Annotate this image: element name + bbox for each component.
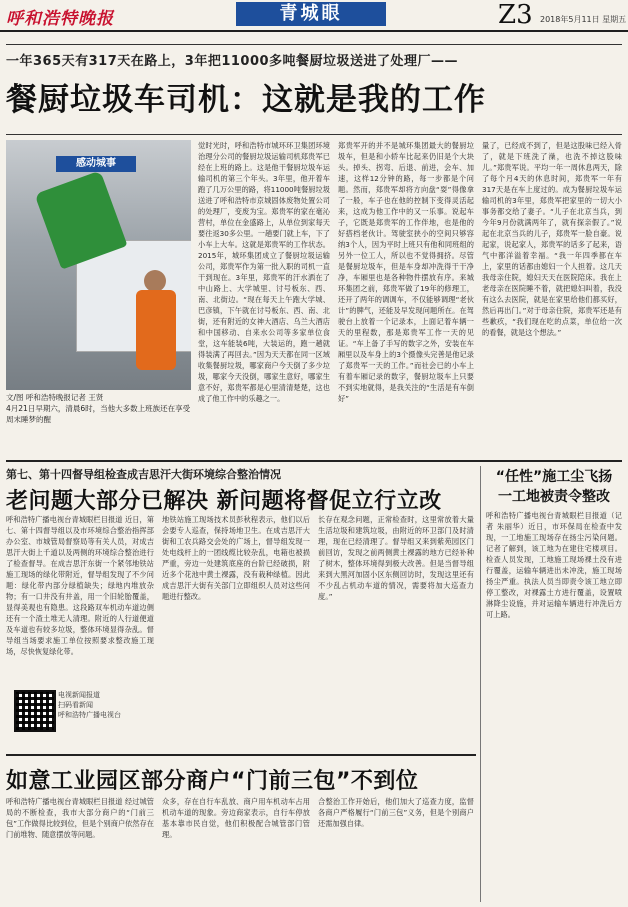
lower-rule [6, 754, 476, 756]
story3-column-1: 呼和浩特广播电视台青城眼栏目报道 经过城管局的不断检查，我市大部分商户的“门前三包”工作做得比较到位，但是个别商户依然存在门前堆物、随意摆放等问题。 [6, 797, 154, 839]
story1-headline: 餐厨垃圾车司机：这就是我的工作 [6, 82, 486, 118]
headline-rule [6, 134, 622, 135]
caption-credit: 文/图 呼和浩特晚报记者 王贤 [6, 393, 104, 402]
page-number: Z3 [498, 0, 533, 30]
side-story-body: 呼和浩特广播电视台青城眼栏目报道（记者 朱丽华）近日，市环保局在检查中发现，一工地施工现场存在扬尘污染问题。记者了解到，该工地为在建住宅楼项目。检查人员发现，工地施工现场裸土没有进行覆盖，运输车辆进出未冲洗，施工现场扬尘严重。执法人员当即责令该工地立即停工整改，对裸露土方进行覆盖，设置喷淋降尘设施，并对运输车辆进行冲洗后方可上路。 [486, 511, 622, 619]
mid-rule [6, 460, 622, 462]
story1-column-2: 郑贵军开的并不是城环集团最大的餐厨垃圾车，但是和小轿车比起来仍旧是个大块头。掉头、拐弯、后退、前进，会车、加速，这样12分钟的路，每一步都是个问题。然而，郑贵军却将方向盘“耍”得像拿了一般，车子也在他的控制下变得灵活起来，这成为他工作中的又一乐事。说起车子，它既是郑贵军的工作伴地，也是他的好搭档老伙计。驾驶室狭小的空间只够容纳3个人，因为平时上班只有他和同班组的另外一位工人，所以也不觉得拥挤。尽管是餐厨垃圾车，但是车身却冲洗得干干净净，车厢里也是各种物件摆放有序。来城环集团之前，郑贵军做了19年的修理工，还开了两年的调调车，不仅能够调理“老伙计”的脾气，还能及早发现问题所在。在驾驶台上放着一个记录本，上面记着车辆一天的里程数，那是郑贵军工作一天的见证。“车上备了手写的数字之外，安装在车厢里以及车身上的3个摄像头完善是他记录了郑贵军一天的工作。”而社会已的小车上有着车厢记录的数字，餐厨垃圾车上只要不到实地就得，是我关注的“生活是有车倒好” [338, 141, 474, 403]
qr-title: 电视新闻报道 [58, 691, 100, 699]
side-headline-2: 一工地被责令整改 [498, 489, 610, 505]
caption-body: 4月21日早期六，清晨6时，当他大多数上班族还在享受周末睡梦的醒 [6, 404, 191, 424]
section-banner: 青城眼 [236, 2, 386, 26]
worker-shape [136, 290, 176, 370]
story1-photo [6, 140, 191, 390]
story3-headline: 如意工业园区部分商户“门前三包”不到位 [6, 769, 419, 794]
side-headline-1: “任性”施工尘飞扬 [495, 469, 613, 485]
story2-column-1: 呼和浩特广播电视台青城眼栏目报道 近日，第七、第十四督导组以及市环境综合整治指挥部办公室、市城管局督察局等有关人员，对成吉思汗大街上千道以及两侧的环境综合整治进行了检查督导。在成吉思汗东街一个紧邻地铁站施工现场的绿化带附近，督导组发现了不少问题：绿化带内部分绿植缺失；绿地内堆放杂物；有一口井没有井盖，用一个旧轮胎覆盖，显得美观也有隐患。这段路双车机动车道边侧还有一个渣土堆无人清理。附近的人行道便道及车道也有较多垃圾，整体环境显得杂乱。督导组当场要求施工单位按照要求整改施工现场，尽快恢复绿化带。 [6, 515, 154, 656]
issue-date: 2018年5月11日 星期五 [540, 15, 627, 24]
story2-column-3: 长存在观念问题，正常检查时，这里常放着大量生活垃圾和建筑垃圾，由附近的环卫部门及时清理，现在已经清理了。督导组又来到紫苑园区门前回访，发现之前两侧黄土裸露的地方已经补种了树木，整体环境得到极大改善。但是当督导组来到大黑河加固小区东侧回访时，发现这里还有不少乱占机动车道的情况，需要将加大巡查力度。” [318, 515, 474, 601]
side-divider [480, 466, 481, 902]
story3-column-2: 众多，存在自行车乱放、商户用车机动车占用机动车道的现象。旁边商家表示，自行车停放基本靠市民自觉，他们积极配合城管部门管理。 [162, 797, 310, 839]
story2-column-2: 地铁站施工现场技术员彭秋程表示，他们以后会要专人巡查，保持场地卫生。在成吉思汗大街和工农兵路交会处的广场上，督导组发现一处电线杆上的一团线缆比较杂乱，电箱也被损严重，旁边一处建筑底座的台阶已经破损，附近多个花池中黄土裸露，没有栽种绿植。因此成吉思汗大街有关部门立即组织人员对这些问题进行整改。 [162, 515, 310, 601]
story1-caption [6, 392, 191, 425]
worker-head-shape [144, 270, 166, 292]
story1-column-1: 觉时光时，呼和浩特市城环环卫集团环境治理分公司的餐厨垃圾运输司机郑贵军已经在上班的路上。这是他干餐厨垃圾车运输司机的第三个年头。3年里，他开着车跑了几万公里的路，将11000吨餐厨垃圾送进了呼和浩特市京城固体废物处置公司的处理厂，变废为宝。郑贵军的家在毫沁营村，单位在金盛路上，从单位到家每天要往返30多公里。一趟要门就上车，下了小车上大车。这就是郑贵军的工作状态。2015年，城环集团成立了餐厨垃圾运输公司，郑贵军作为第一批入职的司机一直干到现在。3年里，郑贵军的汗水洒在了中山路上、大学城里、讨号板东、西、南、北街边。“现在每天上午跑大学城、巴彦镇，下午就在讨号板东、西、南、北街，还有附近的女神大酒店、乌兰大酒店和中国移动、自来水公司等多家单位食堂，这车能装6吨，大装运的，跑一趟就得装满了再回去。”因为天天都在同一区域收集餐厨垃圾，哪家商户今天倒了多少垃圾，哪家今天没倒，哪家生意好，哪家生意不好，郑贵军都是心里清清楚楚，这也成了他工作中的乐趣之一。 [198, 141, 330, 403]
qr-caption [58, 690, 158, 720]
story2-headline: 老问题大部分已解决 新问题将督促立行立改 [6, 489, 442, 514]
qr-note: 呼和浩特广播电视台 [58, 711, 121, 719]
newspaper-logo: 呼和浩特晚报 [6, 9, 114, 29]
story1-column-3: 量了，已经成不到了，但是这股味已经入骨了，就是下班洗了澡，也洗不掉这股味儿。”郑贵军说。平均一年一周休息两天，除了每个月4天的休息时间，郑贵军一年有317天是在车上度过的。成为餐厨垃圾车运输司机的3年里，郑贵军把家里的一切大小事务都交给了妻子。“儿子在北京当兵，到今年9月份就满两年了，就有探亲假了。”说起在北京当兵的儿子，郑贵军一脸自豪。说起家，说起家人，郑贵军的话多了起来，语气中都洋溢着幸福。“我一年四季都在车上，家里的话都由媳妇一个人担着。这几天我母亲住院，媳妇天天在医院陪床。我在上老母亲在医院睡不着，就把媳妇叫着，我没有这么去医院，就是在家里给他们都买好，然后再出门。”对于母亲住院，郑贵军还是有些歉疚，“我们现在吃的点菜，单位给一次的看餐，就是这个想法。” [482, 141, 622, 337]
top-rule [6, 44, 622, 45]
story2-kicker: 第七、第十四督导组检查成吉思汗大街环境综合整治情况 [6, 468, 281, 481]
story1-kicker: 一年365天有317天在路上，3年把11000多吨餐厨垃圾送进了处理厂—— [6, 54, 459, 69]
qr-subtitle: 扫码看新闻 [58, 701, 93, 709]
story3-column-3: 合整治工作开始后，他们加大了巡查力度，监督各商户严格履行“门前三包”义务，但是个别商户还需加强自律。 [318, 797, 474, 828]
story1-badge: 感动城事 [56, 156, 136, 172]
qr-code[interactable] [14, 690, 56, 732]
